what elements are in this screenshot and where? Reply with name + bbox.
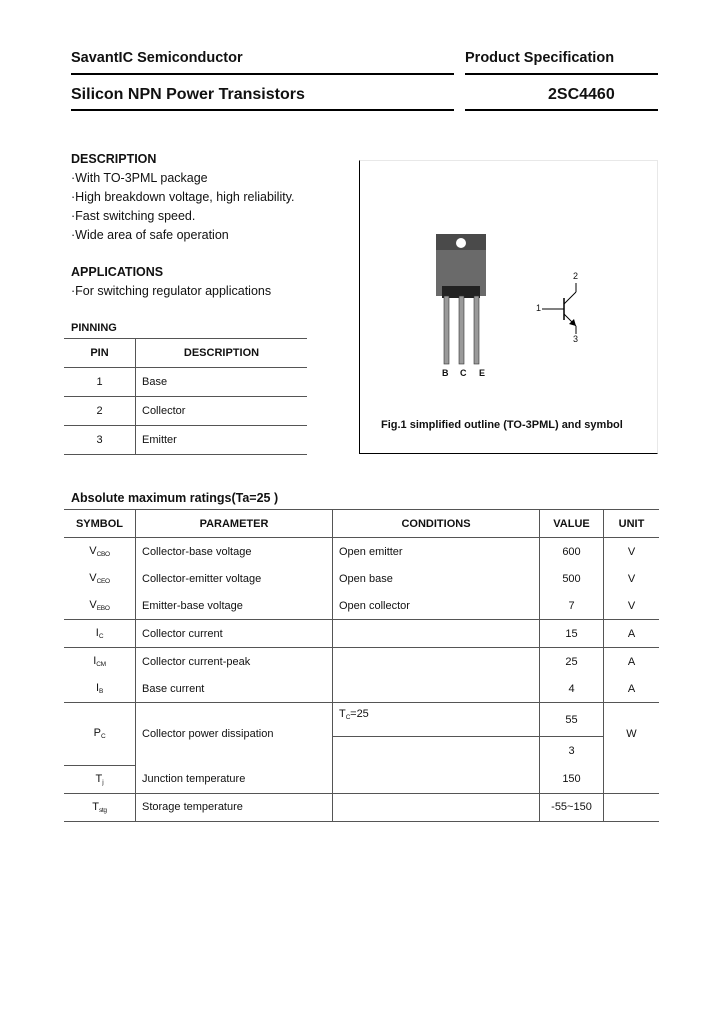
symbol-subscript: CEO (96, 578, 110, 585)
description-item: ·High breakdown voltage, high reliability. (71, 190, 295, 204)
npn-transistor-symbol (540, 280, 600, 340)
part-number: 2SC4460 (548, 86, 615, 103)
symbol-cell (64, 765, 136, 793)
description-heading: DESCRIPTION (71, 152, 157, 166)
table-row (64, 397, 307, 426)
table-row (64, 703, 659, 737)
pin-description: Collector (136, 397, 308, 426)
value-cell: 7 (540, 592, 604, 620)
symbol-letter: I (93, 655, 97, 667)
table-row (64, 793, 659, 821)
symbol-cell (64, 703, 136, 766)
pin-number: 1 (64, 368, 136, 397)
pin-number: 3 (64, 426, 136, 455)
symbol-subscript: EBO (96, 605, 110, 612)
pin-number: 2 (64, 397, 136, 426)
unit-cell: A (604, 620, 660, 648)
conditions-cell (333, 737, 540, 766)
conditions-cell: Open collector (333, 592, 540, 620)
symbol-cell (64, 538, 136, 566)
symbol-letter: V (89, 545, 97, 557)
symbol-pin-2: 2 (573, 271, 579, 281)
symbol-cell (64, 620, 136, 648)
symbol-letter: T (92, 800, 99, 813)
pin-description: Base (136, 368, 308, 397)
description-column-header: DESCRIPTION (136, 339, 308, 368)
parameter-cell: Collector current-peak (136, 648, 333, 676)
symbol-pin-3: 3 (573, 334, 579, 344)
value-cell: 15 (540, 620, 604, 648)
conditions-column-header: CONDITIONS (333, 510, 540, 538)
unit-cell: A (627, 655, 636, 668)
value-column-header: VALUE (540, 510, 604, 538)
symbol-letter: T (95, 772, 103, 785)
symbol-pin-1: 1 (536, 303, 542, 313)
description-item: ·Fast switching speed. (71, 209, 196, 223)
parameter-cell: Collector-emitter voltage (136, 565, 333, 592)
conditions-cell (333, 793, 540, 821)
value-cell: 55 (540, 703, 604, 737)
symbol-cell (64, 793, 136, 821)
symbol-subscript: C (100, 733, 106, 741)
pinning-header-row (64, 339, 307, 368)
pinning-heading: PINNING (71, 322, 117, 334)
document-type: Product Specification (465, 50, 615, 66)
ratings-header-row (64, 510, 659, 538)
parameter-cell: Collector current (136, 620, 333, 648)
table-row (64, 592, 659, 620)
table-row (64, 368, 307, 397)
parameter-cell: Collector-base voltage (136, 538, 333, 566)
symbol-subscript: CBO (96, 551, 110, 558)
parameter-cell: Storage temperature (136, 793, 333, 821)
unit-cell (604, 765, 660, 793)
symbol-subscript: stg (98, 806, 107, 814)
value-cell: -55~150 (540, 793, 604, 821)
lead-collector-shape (459, 296, 464, 364)
unit-column-header: UNIT (604, 510, 660, 538)
symbol-column-header: SYMBOL (64, 510, 136, 538)
table-row (64, 765, 659, 793)
value-cell: 150 (540, 765, 604, 793)
symbol-letter: I (95, 627, 99, 639)
figure-caption: Fig.1 simplified outline (TO-3PML) and symbol (381, 419, 623, 431)
ratings-heading: Absolute maximum ratings(Ta=25 ) (71, 491, 279, 505)
table-row (64, 538, 659, 566)
conditions-cell (333, 648, 540, 676)
table-row (64, 565, 659, 592)
collector-line-shape (564, 292, 576, 304)
symbol-letter: V (89, 599, 97, 611)
symbol-cell (64, 675, 136, 703)
unit-cell: V (627, 572, 636, 585)
symbol-subscript: j (102, 778, 104, 786)
symbol-cell (64, 592, 136, 620)
conditions-cell (333, 703, 540, 737)
description-item: ·With TO-3PML package (71, 171, 208, 185)
unit-cell: W (626, 728, 637, 740)
lead-base-shape (444, 296, 449, 364)
condition-tail: =25 (350, 708, 369, 720)
pinning-table (64, 338, 307, 455)
parameter-cell: Collector power dissipation (136, 703, 333, 766)
parameter-column-header: PARAMETER (136, 510, 333, 538)
header-rule-left-bottom (71, 109, 454, 111)
ratings-table (64, 509, 659, 822)
pin-description: Emitter (136, 426, 308, 455)
header-rule-right-bottom (465, 109, 658, 111)
applications-heading: APPLICATIONS (71, 265, 164, 279)
pin-column-header: PIN (64, 339, 136, 368)
conditions-cell (333, 765, 540, 793)
parameter-cell: Emitter-base voltage (136, 592, 333, 620)
table-row (64, 620, 659, 648)
symbol-subscript: C (98, 633, 104, 640)
symbol-subscript: CM (96, 661, 106, 668)
table-row (64, 426, 307, 455)
unit-cell: A (604, 675, 660, 703)
value-cell: 600 (540, 538, 604, 566)
figure-box (359, 160, 658, 454)
description-item: ·Wide area of safe operation (71, 228, 229, 242)
company-name: SavantIC Semiconductor (71, 50, 243, 66)
symbol-subscript: B (99, 688, 104, 695)
package-outline-drawing (430, 232, 500, 382)
conditions-cell: Open base (333, 565, 540, 592)
conditions-cell (333, 675, 540, 703)
unit-cell (604, 793, 660, 821)
mounting-hole-shape (456, 238, 466, 248)
parameter-cell: Junction temperature (136, 765, 333, 793)
unit-cell: V (604, 592, 660, 620)
unit-cell: V (627, 545, 636, 558)
table-row (64, 648, 659, 676)
lead-label-c: C (460, 368, 467, 378)
symbol-letter: V (89, 572, 97, 584)
conditions-cell: Open emitter (333, 538, 540, 566)
value-cell: 4 (540, 675, 604, 703)
symbol-letter: I (95, 682, 99, 694)
symbol-cell (64, 648, 136, 676)
lead-label-e: E (479, 368, 486, 378)
lead-label-b: B (442, 368, 449, 378)
symbol-cell (64, 565, 136, 592)
lead-emitter-shape (474, 296, 479, 364)
conditions-cell (333, 620, 540, 648)
header-rule-right-top (465, 73, 658, 75)
condition-subscript: C (345, 714, 351, 721)
value-cell: 500 (540, 565, 604, 592)
table-row (64, 675, 659, 703)
value-cell: 25 (540, 648, 604, 676)
condition-letter: T (339, 708, 346, 720)
symbol-letter: P (93, 727, 101, 740)
parameter-cell: Base current (136, 675, 333, 703)
product-title: Silicon NPN Power Transistors (71, 86, 305, 103)
value-cell: 3 (540, 737, 604, 766)
applications-item: ·For switching regulator applications (71, 284, 272, 298)
header-rule-left-top (71, 73, 454, 75)
